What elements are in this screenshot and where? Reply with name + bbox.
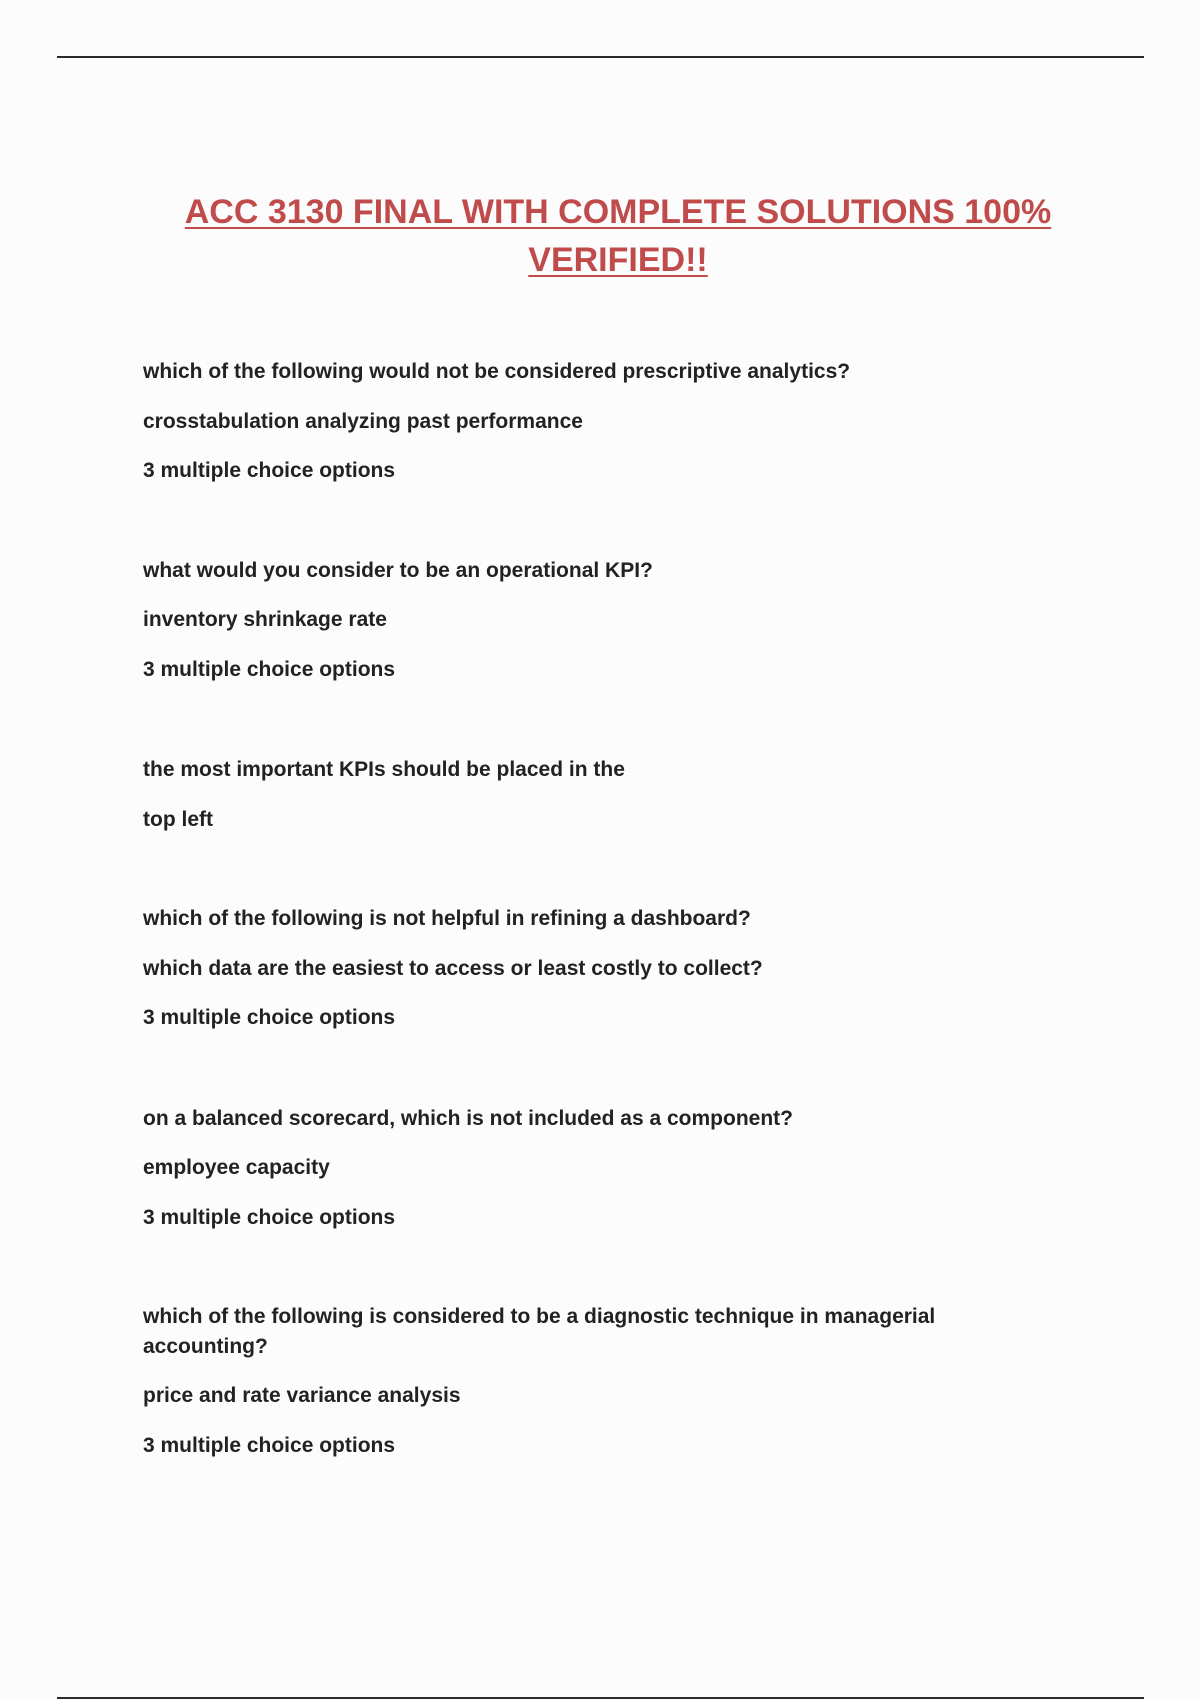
answer-text: which data are the easiest to access or least costly to collect?: [143, 957, 763, 980]
question-text: the most important KPIs should be placed in the: [143, 758, 625, 781]
qa-item-3: [143, 755, 1023, 835]
qa-item-2: [143, 556, 1023, 685]
bottom-rule: [57, 1697, 1144, 1699]
qa-item-5: [143, 1104, 1023, 1233]
qa-item-6: [143, 1302, 1023, 1461]
top-rule: [57, 56, 1144, 58]
options-note: 3 multiple choice options: [143, 1006, 396, 1029]
options-note: 3 multiple choice options: [143, 658, 396, 681]
qa-item-1: [143, 357, 1023, 486]
document-title: ACC 3130 FINAL WITH COMPLETE SOLUTIONS 100% VERIFIED!!: [184, 193, 1052, 279]
question-text: which of the following is not helpful in refining a dashboard?: [143, 907, 751, 930]
options-note: 3 multiple choice options: [143, 1206, 396, 1229]
answer-text: crosstabulation analyzing past performance: [143, 410, 583, 433]
answer-text: employee capacity: [143, 1156, 330, 1179]
options-note: 3 multiple choice options: [143, 1434, 396, 1457]
question-text: on a balanced scorecard, which is not included as a component?: [143, 1107, 793, 1130]
options-note: 3 multiple choice options: [143, 459, 396, 482]
answer-text: top left: [143, 808, 213, 831]
question-text: what would you consider to be an operational KPI?: [143, 559, 653, 582]
question-text: which of the following is considered to be a diagnostic technique in managerial accounting?: [143, 1305, 936, 1358]
answer-text: price and rate variance analysis: [143, 1384, 461, 1407]
question-text: which of the following would not be considered prescriptive analytics?: [143, 360, 851, 383]
qa-item-4: [143, 904, 1023, 1033]
answer-text: inventory shrinkage rate: [143, 608, 387, 631]
